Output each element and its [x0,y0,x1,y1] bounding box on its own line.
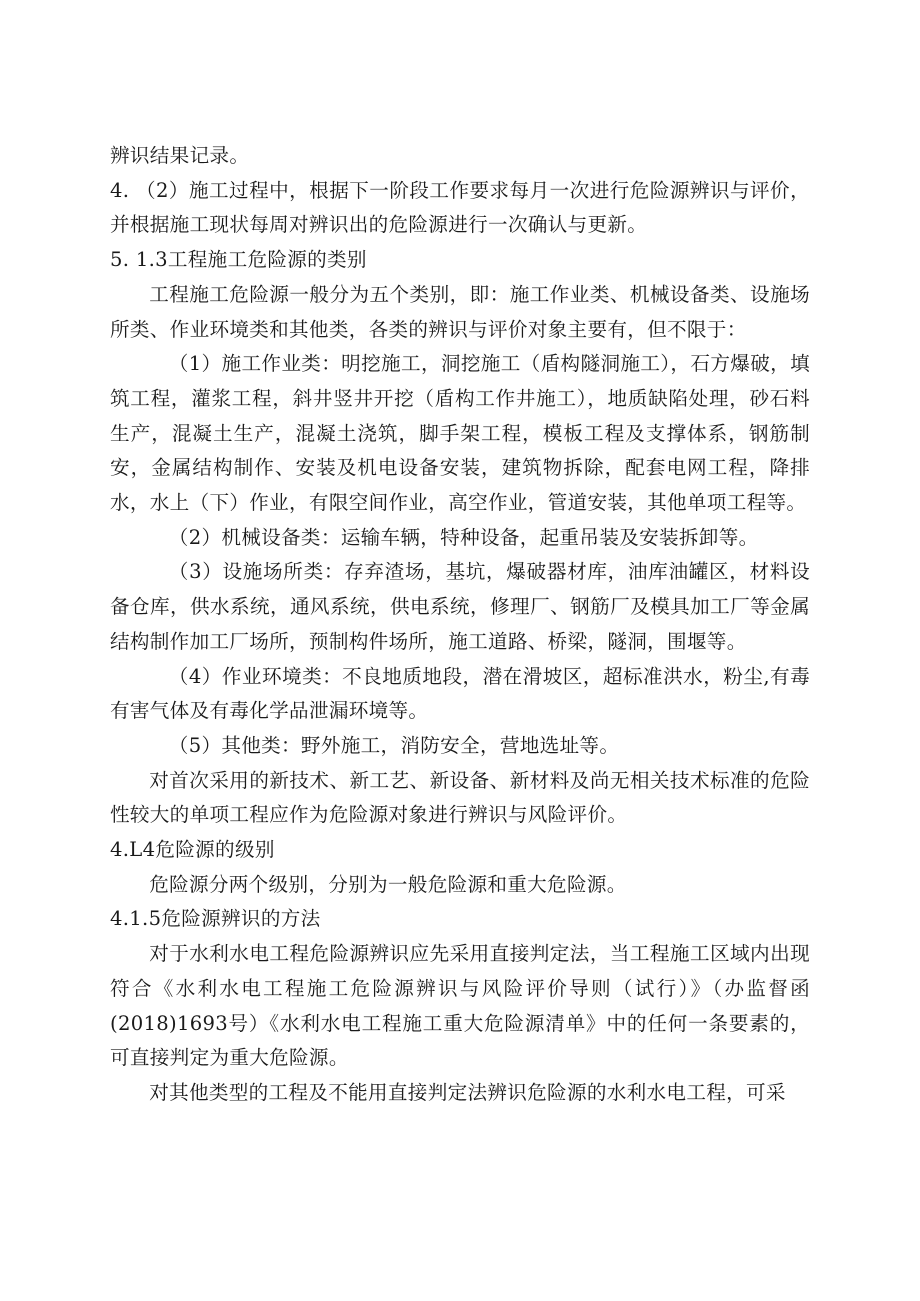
paragraph-continuation: 辨识结果记录。 [110,144,250,167]
paragraph-category-other: （5）其他类：野外施工，消防安全，营地选址等。 [168,733,620,757]
section-heading-1-4: 4.L4危险源的级别 [110,838,275,862]
document-body [110,139,810,1111]
section-heading-1-3: 5. 1.3工程施工危险源的类别 [110,248,367,272]
paragraph-category-machinery: （2）机械设备类：运输车辆，特种设备，起重吊装及安装拆卸等。 [168,525,759,549]
paragraph-other-types: 对其他类型的工程及不能用直接判定法辨识危险源的水利水电工程，可采 [149,1080,786,1104]
section-heading-1-5: 4.1.5危险源辨识的方法 [110,907,321,931]
paragraph-new-technology: 对首次采用的新技术、新工艺、新设备、新材料及尚无相关技术标准的危险性较大的单项工程应作为危险源对象进行辨识与风险评价。 [110,768,810,827]
paragraph-item-4: 4. （2）施工过程中，根据下一阶段工作要求每月一次进行危险源辨识与评价，并根据施工现状每周对辨识出的危险源进行一次确认与更新。 [110,178,810,237]
paragraph-category-environment: （4）作业环境类：不良地质地段，潜在滑坡区，超标准洪水，粉尘,有毒有害气体及有毒化学品泄漏环境等。 [110,664,810,723]
paragraph-category-facilities: （3）设施场所类：存弃渣场，基坑，爆破器材库，油库油罐区，材料设备仓库，供水系统，通风系统，供电系统，修理厂、钢筋厂及模具加工厂等金属结构制作加工厂场所，预制构件场所，施工道路、桥梁，隧洞，围堰等。 [110,560,810,653]
paragraph-direct-judgment: 对于水利水电工程危险源辨识应先采用直接判定法，当工程施工区域内出现符合《水利水电工程施工危险源辨识与风险评价导则（试行）》（办监督函(2018)1693号）《水利水电工程施工重大危险源清单》中的任何一条要素的，可直接判定为重大危险源。 [110,942,810,1070]
paragraph-category-construction: （1）施工作业类：明挖施工，洞挖施工（盾构隧洞施工），石方爆破，填筑工程，灌浆工程，斜井竖井开挖（盾构工作井施工），地质缺陷处理，砂石料生产，混凝土生产，混凝土浇筑，脚手架工程，模板工程及支撑体系，钢筋制安，金属结构制作、安装及机电设备安装，建筑物拆除，配套电网工程，降排水，水上（下）作业，有限空间作业，高空作业，管道安装，其他单项工程等。 [110,352,810,515]
paragraph-categories-intro: 工程施工危险源一般分为五个类别，即：施工作业类、机械设备类、设施场所类、作业环境类和其他类，各类的辨识与评价对象主要有，但不限于： [110,282,810,341]
paragraph-hazard-levels: 危险源分两个级别，分别为一般危险源和重大危险源。 [149,872,627,896]
